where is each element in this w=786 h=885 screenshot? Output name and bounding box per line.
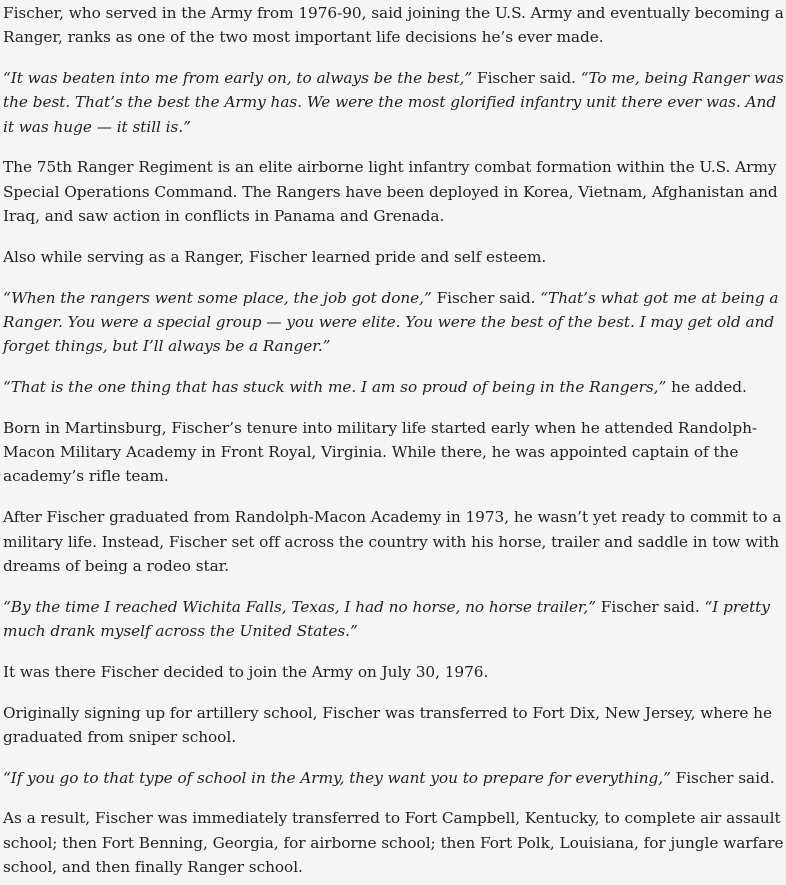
paragraph-13 bbox=[3, 806, 784, 879]
quote-text: “That’s what got me at being a Ranger. You were a special group — you were elite. You were the best of the best. I may get old and forget things, but I’ll always be a Ranger.” bbox=[3, 288, 779, 356]
paragraph-text: Originally signing up for artillery school, Fischer was transferred to Fort Dix, New Jersey, where he graduated from sniper school. bbox=[3, 703, 772, 746]
paragraph-4 bbox=[3, 245, 784, 269]
paragraph-5-quote bbox=[3, 286, 784, 359]
quote-text: “If you go to that type of school in the Army, they want you to prepare for everything,” bbox=[3, 768, 671, 787]
paragraph-text: Also while serving as a Ranger, Fischer learned pride and self esteem. bbox=[3, 247, 547, 266]
paragraph-8 bbox=[3, 505, 784, 578]
paragraph-text: The 75th Ranger Regiment is an elite airborne light infantry combat formation within the U.S. Army Special Operations Command. The Rangers have been deployed in Korea, Vietnam, Afghanistan and Iraq, and saw action in conflicts in Panama and Grenada. bbox=[3, 158, 778, 226]
quote-text: “I pretty much drank myself across the United States.” bbox=[3, 597, 770, 640]
paragraph-text: Fischer, who served in the Army from 1976-90, said joining the U.S. Army and eventually becoming a Ranger, ranks as one of the two most important life decisions he’s ever made. bbox=[3, 4, 784, 47]
attribution-text: Fischer said. bbox=[431, 288, 541, 307]
attribution-text: Fischer said. bbox=[670, 768, 775, 787]
paragraph-text: It was there Fischer decided to join the Army on July 30, 1976. bbox=[3, 662, 489, 681]
quote-text: “When the rangers went some place, the job got done,” bbox=[3, 288, 432, 307]
paragraph-10 bbox=[3, 660, 784, 684]
paragraph-6-quote bbox=[3, 375, 784, 399]
paragraph-2-quote bbox=[3, 66, 784, 139]
quote-text: “To me, being Ranger was the best. That’s the best the Army has. We were the most glorified infantry unit there ever was. And it was huge — it still is.” bbox=[3, 69, 784, 136]
quote-text: “By the time I reached Wichita Falls, Texas, I had no horse, no horse trailer,” bbox=[3, 597, 596, 616]
paragraph-text: Born in Martinsburg, Fischer’s tenure into military life started early when he attended Randolph-Macon Military Academy in Front Royal, Virginia. While there, he was appointed captain of the academy’s rifle team. bbox=[3, 418, 757, 486]
paragraph-1 bbox=[3, 1, 784, 50]
quote-text: “It was beaten into me from early on, to always be the best,” bbox=[3, 69, 473, 88]
article-body bbox=[3, 1, 784, 879]
paragraph-text: After Fischer graduated from Randolph-Macon Academy in 1973, he wasn’t yet ready to commit to a military life. Instead, Fischer set off across the country with his horse, trailer and saddle in tow with dreams of being a rodeo star. bbox=[3, 508, 782, 575]
paragraph-9-quote bbox=[3, 595, 784, 644]
paragraph-11 bbox=[3, 701, 784, 750]
paragraph-3 bbox=[3, 155, 784, 228]
paragraph-text: As a result, Fischer was immediately transferred to Fort Campbell, Kentucky, to complete air assault school; then Fort Benning, Georgia, for airborne school; then Fort Polk, Louisiana, for jungle warfare school, and then finally Ranger school. bbox=[3, 809, 784, 877]
paragraph-12-quote bbox=[3, 766, 784, 790]
attribution-text: Fischer said. bbox=[472, 69, 581, 88]
quote-text: “That is the one thing that has stuck with me. I am so proud of being in the Rangers,” bbox=[3, 378, 667, 397]
attribution-text: Fischer said. bbox=[596, 597, 705, 616]
attribution-text: he added. bbox=[666, 378, 747, 397]
paragraph-7 bbox=[3, 416, 784, 489]
